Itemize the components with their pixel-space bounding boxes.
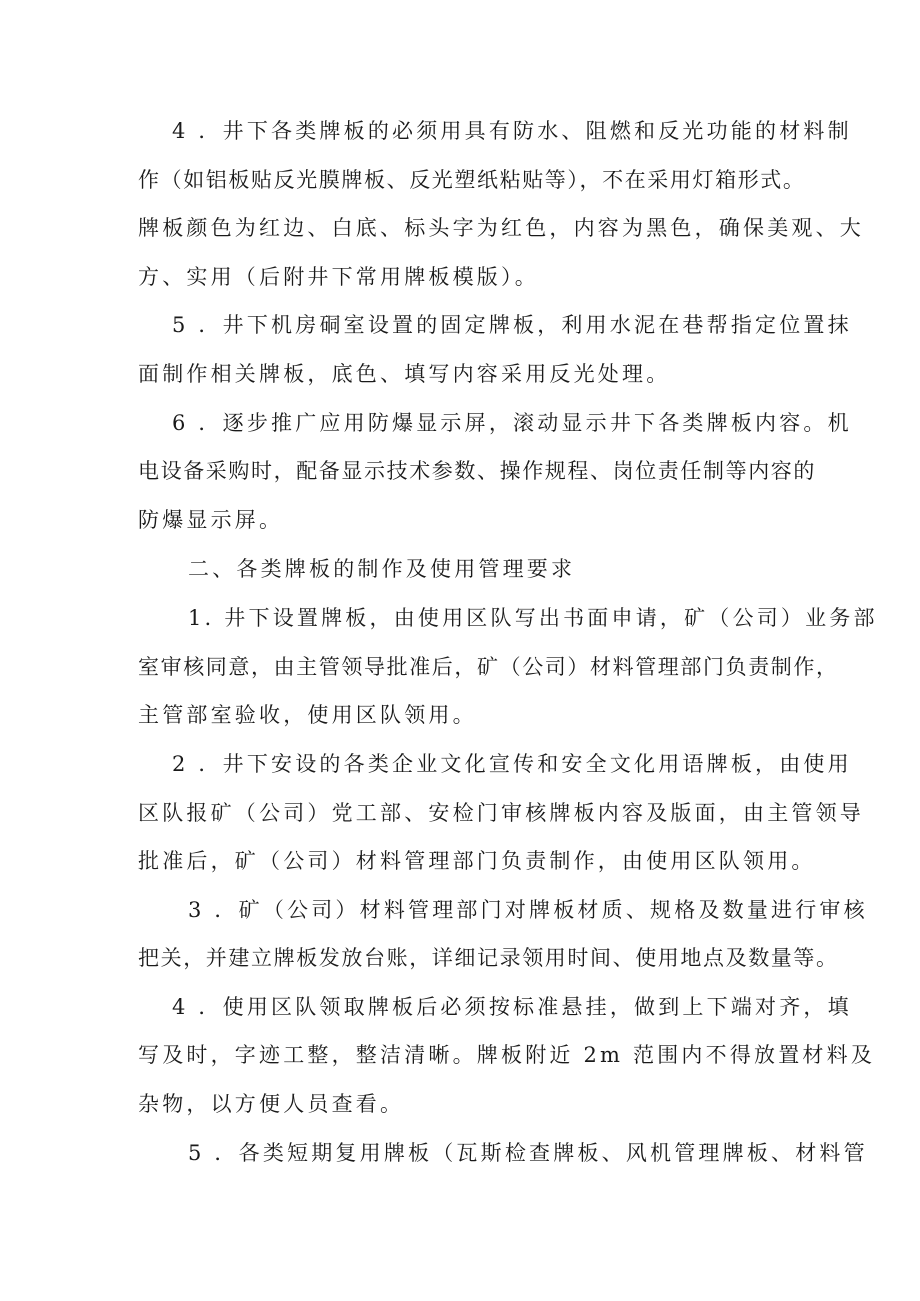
item-4-line-3: 杂物，以方便人员查看。 [138, 1092, 405, 1116]
item-2-line-2: 区队报矿（公司）党工部、安检门审核牌板内容及版面，由主管领导 [138, 801, 864, 825]
item-1-line-2: 室审核同意，由主管领导批准后，矿（公司）材料管理部门负责制作， [138, 655, 839, 679]
item-3-line-2: 把关，并建立牌板发放台账，详细记录领用时间、使用地点及数量等。 [138, 946, 839, 970]
paragraph-4-line-4: 方、实用（后附井下常用牌板模版）。 [138, 265, 539, 289]
section-heading: 二、各类牌板的制作及使用管理要求 [188, 557, 576, 581]
paragraph-6-line-2: 电设备采购时，配备显示技术参数、操作规程、岗位责任制等内容的 [138, 459, 816, 483]
item-1-line-1: 1. 井下设置牌板，由使用区队写出书面申请，矿（公司）业务部 [188, 606, 878, 630]
paragraph-5-line-1: 5 ．井下机房硐室设置的固定牌板，利用水泥在巷帮指定位置抹 [172, 313, 852, 337]
paragraph-6-line-1: 6 ．逐步推广应用防爆显示屏，滚动显示井下各类牌板内容。机 [172, 411, 852, 435]
item-1-line-3: 主管部室验收，使用区队领用。 [138, 703, 477, 727]
item-5-line-1: 5 ．各类短期复用牌板（瓦斯检查牌板、风机管理牌板、材料管 [188, 1141, 868, 1165]
item-4-line-1: 4 ．使用区队领取牌板后必须按标准悬挂，做到上下端对齐，填 [172, 995, 852, 1019]
item-4-line-2: 写及时，字迹工整，整洁清晰。牌板附近 2m 范围内不得放置材料及 [138, 1043, 876, 1067]
item-3-line-1: 3 ．矿（公司）材料管理部门对牌板材质、规格及数量进行审核 [188, 898, 868, 922]
item-2-line-3: 批准后，矿（公司）材料管理部门负责制作，由使用区队领用。 [138, 849, 816, 873]
paragraph-4-line-2: 作（如铝板贴反光膜牌板、反光塑纸粘贴等），不在采用灯箱形式。 [138, 168, 806, 192]
paragraph-4-line-3: 牌板颜色为红边、白底、标头字为红色，内容为黑色，确保美观、大 [138, 216, 864, 240]
item-2-line-1: 2 ．井下安设的各类企业文化宣传和安全文化用语牌板，由使用 [172, 752, 852, 776]
paragraph-5-line-2: 面制作相关牌板，底色、填写内容采用反光处理。 [138, 362, 671, 386]
paragraph-4-line-1: 4 ．井下各类牌板的必须用具有防水、阻燃和反光功能的材料制 [172, 119, 852, 143]
paragraph-6-line-3: 防爆显示屏。 [138, 508, 284, 532]
